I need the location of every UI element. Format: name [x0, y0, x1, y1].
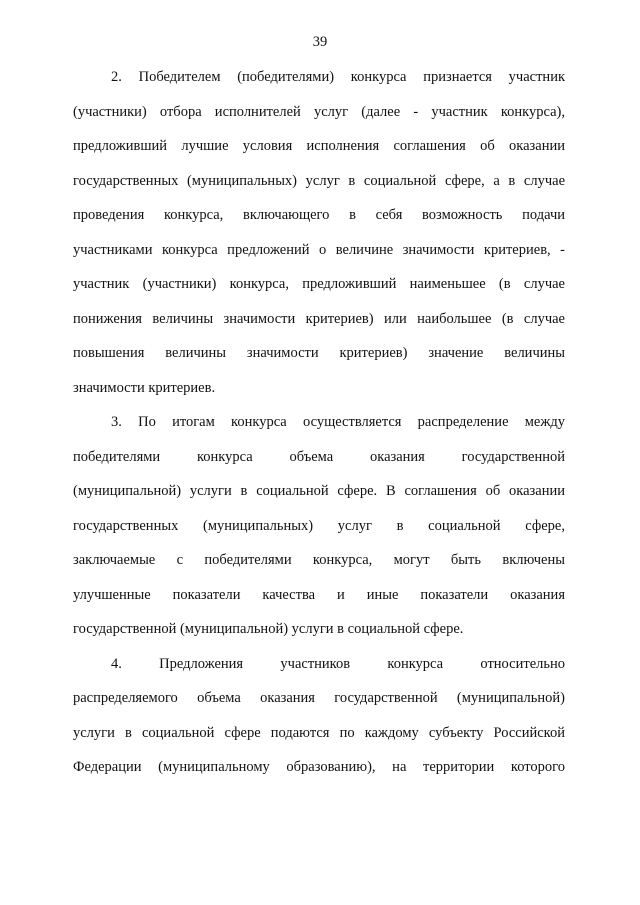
text-line: 3. По итогам конкурса осуществляется распределение между	[111, 414, 565, 430]
text-line: государственных (муниципальных) услуг в социальной сфере, а в случае	[73, 172, 565, 189]
text-line: государственных (муниципальных) услуг в социальной сфере,	[73, 517, 565, 534]
text-line: государственной (муниципальной) услуги в социальной сфере.	[73, 621, 464, 637]
text-line: участник (участники) конкурса, предложивший наименьшее (в случае	[73, 276, 565, 292]
text-line: понижения величины значимости критериев) или наибольшее (в случае	[73, 310, 565, 327]
text-line: (муниципальной) услуги в социальной сфере. В соглашения об оказании	[73, 483, 565, 499]
text-line: 4. Предложения участников конкурса относительно	[111, 655, 565, 672]
text-line: предложивший лучшие условия исполнения соглашения об оказании	[73, 138, 565, 154]
text-line: услуги в социальной сфере подаются по каждому субъекту Российской	[73, 724, 565, 741]
page-number: 39	[312, 34, 328, 50]
text-line: заключаемые с победителями конкурса, могут быть включены	[73, 552, 565, 568]
text-line: повышения величины значимости критериев) значение величины	[73, 345, 565, 361]
text-line: улучшенные показатели качества и иные показатели оказания	[73, 586, 565, 603]
text-line: Федерации (муниципальному образованию), на территории которого	[73, 759, 565, 775]
text-line: проведения конкурса, включающего в себя возможность подачи	[73, 207, 565, 223]
text-line: распределяемого объема оказания государственной (муниципальной)	[73, 690, 565, 706]
document-body	[73, 60, 565, 785]
text-line: значимости критериев.	[73, 379, 216, 396]
text-line: (участники) отбора исполнителей услуг (далее - участник конкурса),	[73, 103, 565, 120]
text-line: победителями конкурса объема оказания государственной	[73, 448, 565, 465]
text-line: участниками конкурса предложений о величине значимости критериев, -	[73, 241, 565, 258]
text-line: 2. Победителем (победителями) конкурса признается участник	[111, 69, 565, 85]
